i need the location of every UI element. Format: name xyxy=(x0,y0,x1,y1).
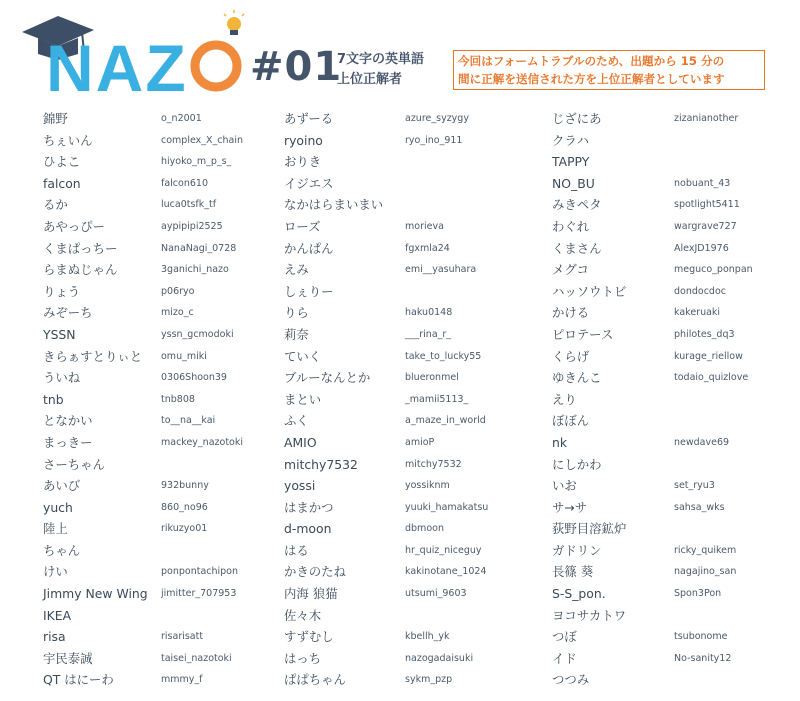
notice-box xyxy=(453,50,765,90)
winner-handle: mackey_nazotoki xyxy=(161,436,243,448)
winner-handle: kakinotane_1024 xyxy=(405,566,487,578)
winner-handle: rikuzyo01 xyxy=(161,523,208,535)
winner-handle: 860_no96 xyxy=(161,501,208,513)
winner-name: きらぁすとりぃと xyxy=(43,348,143,364)
winner-name: さーちゃん xyxy=(43,456,105,472)
winner-name: ブルーなんとか xyxy=(284,370,371,386)
winner-handle: kbellh_yk xyxy=(405,631,450,643)
subtitle-line-1: 7文字の英単語 xyxy=(337,52,425,67)
winner-name: ヨコサカトワ xyxy=(552,607,627,623)
winner-name: nk xyxy=(552,434,568,450)
winner-name: yuch xyxy=(43,499,73,515)
winner-handle: o_n2001 xyxy=(161,113,202,124)
winner-name: d-moon xyxy=(284,521,332,537)
winner-handle: NanaNagi_0728 xyxy=(161,242,237,254)
winner-name: じざにあ xyxy=(552,111,602,126)
winner-name: えり xyxy=(552,391,577,407)
winner-handle: risarisatt xyxy=(161,631,204,643)
winner-name: イジエス xyxy=(284,175,334,191)
winner-handle: philotes_dq3 xyxy=(674,328,735,340)
winner-name: なかはらまいまい xyxy=(284,197,384,213)
winner-name: くらげ xyxy=(552,348,590,364)
winner-handle: take_to_lucky55 xyxy=(405,350,482,362)
winner-name: クラハ xyxy=(552,132,590,148)
winner-name: くまぱっちー xyxy=(43,240,118,256)
winner-handle: kurage_riellow xyxy=(674,350,743,362)
winner-handle: dondocdoc xyxy=(674,285,726,297)
winner-name: ういね xyxy=(43,370,81,386)
winner-name: まっきー xyxy=(43,434,93,450)
winner-handle: todaio_quizlove xyxy=(674,372,749,384)
winner-handle: AlexJD1976 xyxy=(674,242,729,254)
winner-name: かんぱん xyxy=(284,240,334,256)
winner-handle: a_maze_in_world xyxy=(405,415,486,427)
winner-handle: mizo_c xyxy=(161,307,194,319)
winner-name: ていく xyxy=(284,348,322,364)
issue-number: #01 xyxy=(250,44,343,90)
winner-name: しぇりー xyxy=(284,283,334,299)
winner-name: りら xyxy=(284,305,309,321)
subtitle-line-2: 上位正解者 xyxy=(337,72,403,87)
winner-name: るか xyxy=(43,197,68,213)
winner-handle: yossiknm xyxy=(405,480,450,492)
winner-name: TAPPY xyxy=(552,154,590,170)
winner-name: ローズ xyxy=(284,218,321,234)
winner-name: らまぬじゃん xyxy=(43,262,118,278)
nazo-logo xyxy=(20,8,250,96)
winner-handle: 932bunny xyxy=(161,480,209,492)
winner-handle: kakeruaki xyxy=(674,307,721,319)
winner-name: まとい xyxy=(284,391,322,407)
winner-handle: utsumi_9603 xyxy=(405,588,467,600)
winner-handle: fgxmla24 xyxy=(405,242,450,254)
winner-name: 莉奈 xyxy=(284,326,309,342)
winner-handle: complex_X_chain xyxy=(161,134,243,146)
winner-handle: mitchy7532 xyxy=(405,458,462,470)
winner-name: ぼぼん xyxy=(552,413,590,429)
winner-handle: 3ganichi_nazo xyxy=(161,264,229,276)
winner-handle: sahsa_wks xyxy=(674,501,725,513)
winner-handle: ryo_ino_911 xyxy=(405,134,463,146)
subtitle xyxy=(337,50,424,90)
winner-handle: nagajino_san xyxy=(674,566,737,578)
winner-name: NO_BU xyxy=(552,175,595,191)
winner-name: 錦野 xyxy=(43,111,68,126)
winner-handle: ricky_quikem xyxy=(674,544,737,556)
winner-name: メグコ xyxy=(552,262,589,278)
winner-name: 宇民泰誠 xyxy=(43,650,93,666)
winner-handle: dbmoon xyxy=(405,523,444,535)
winner-handle: amioP xyxy=(405,436,435,448)
winner-handle: morieva xyxy=(405,220,444,232)
winner-name: yossi xyxy=(284,478,316,494)
winner-handle: No-sanity12 xyxy=(674,652,732,664)
winner-handle: jimitter_707953 xyxy=(161,588,237,600)
winner-name: falcon xyxy=(43,175,81,191)
winner-name: みぞーち xyxy=(43,305,93,321)
winner-handle: wargrave727 xyxy=(674,220,737,232)
header xyxy=(0,0,800,100)
winner-name: にしかわ xyxy=(552,456,602,472)
winner-name: 陸上 xyxy=(43,521,68,537)
winner-name: えみ xyxy=(284,262,309,278)
winner-handle: newdave69 xyxy=(674,436,730,448)
winner-name: ゆきんこ xyxy=(552,370,602,386)
winner-name: わぐれ xyxy=(552,218,590,234)
winner-handle: mmmy_f xyxy=(161,674,203,686)
winner-name: かきのたね xyxy=(284,564,346,580)
winner-name: イド xyxy=(552,650,577,666)
winner-name: いお xyxy=(552,478,577,494)
winner-name: IKEA xyxy=(43,607,72,623)
svg-text:NAZ: NAZ xyxy=(46,31,188,96)
winner-handle: Spon3Pon xyxy=(674,588,722,600)
winner-handle: to__na__kai xyxy=(161,415,216,427)
winner-name: おりき xyxy=(284,154,322,170)
winner-handle: tsubonome xyxy=(674,631,728,643)
winner-handle: tnb808 xyxy=(161,393,195,405)
winner-name: あやっぴー xyxy=(43,218,105,234)
winner-name: けい xyxy=(43,564,68,580)
logo-wordmark xyxy=(20,8,250,96)
winner-name: となかい xyxy=(43,413,93,429)
winner-handle: spotlight5411 xyxy=(674,199,740,211)
winner-name: tnb xyxy=(43,391,64,407)
winner-name: あいび xyxy=(43,478,81,494)
winner-handle: blueronmel xyxy=(405,372,459,384)
winner-name: ひよこ xyxy=(43,154,81,170)
winner-handle: falcon610 xyxy=(161,177,208,189)
winner-name: ふく xyxy=(284,413,309,429)
winner-handle: haku0148 xyxy=(405,307,453,319)
winner-name: はまかつ xyxy=(284,499,334,515)
winner-name: S-S_pon. xyxy=(552,586,606,602)
winner-name: 荻野目溶鉱炉 xyxy=(552,521,627,537)
winner-handle: ponpontachipon xyxy=(161,566,239,578)
winner-handle: yssn_gcmodoki xyxy=(161,328,234,340)
winner-name: AMIO xyxy=(284,434,317,450)
winner-handle: _mamii5113_ xyxy=(405,393,469,405)
winner-name: YSSN xyxy=(43,326,76,342)
winner-name: Jimmy New Wing xyxy=(43,586,148,602)
winner-name: かける xyxy=(552,305,590,321)
winner-name: risa xyxy=(43,629,66,645)
winner-name: つつみ xyxy=(552,672,590,688)
winner-name: QT はにーわ xyxy=(43,672,114,688)
winner-handle: omu_miki xyxy=(161,350,207,362)
winner-handle: sykm_pzp xyxy=(405,674,453,686)
winner-handle: set_ryu3 xyxy=(674,480,715,492)
winner-name: mitchy7532 xyxy=(284,456,358,472)
winner-name: はっち xyxy=(284,650,322,666)
winner-name: ぱぱちゃん xyxy=(284,672,346,688)
notice-line-1: 今回はフォームトラブルのため、出題から 15 分の xyxy=(458,54,725,68)
winner-name: 内海 狼猫 xyxy=(284,586,338,602)
winner-name: くまさん xyxy=(552,240,602,256)
winner-handle: emi__yasuhara xyxy=(405,264,477,276)
winner-name: ちぇいん xyxy=(43,132,93,148)
notice-line-2: 間に正解を送信された方を上位正解者としています xyxy=(458,72,725,86)
winner-handle: azure_syzygy xyxy=(405,113,469,124)
winner-name: すずむし xyxy=(284,629,334,645)
winner-name: みきペタ xyxy=(552,197,602,213)
winner-name: ハッソウトビ xyxy=(552,283,627,299)
winner-name: あずーる xyxy=(284,111,334,126)
winner-handle: nobuant_43 xyxy=(674,177,731,189)
winner-handle: yuuki_hamakatsu xyxy=(405,501,489,513)
winner-handle: nazogadaisuki xyxy=(405,652,474,664)
winner-handle: 0306Shoon39 xyxy=(161,372,227,384)
winner-name: ガドリン xyxy=(552,542,602,558)
winner-name: 長篠 葵 xyxy=(552,564,594,580)
winner-handle: aypipipi2525 xyxy=(161,220,223,232)
winner-name: ちゃん xyxy=(43,542,81,558)
winner-name: りょう xyxy=(43,283,81,299)
winner-name: 佐々木 xyxy=(284,607,322,623)
winner-name: ryoino xyxy=(284,132,323,148)
winner-handle: meguco_ponpan xyxy=(674,264,753,276)
winner-handle: ___rina_r_ xyxy=(405,328,452,340)
winner-handle: hiyoko_m_p_s_ xyxy=(161,156,232,168)
winner-name: はる xyxy=(284,542,309,558)
winner-name: ピロテース xyxy=(552,326,614,342)
winner-name: つぼ xyxy=(552,629,577,645)
winner-handle: taisei_nazotoki xyxy=(161,652,232,664)
winner-handle: hr_quiz_niceguy xyxy=(405,544,482,556)
winner-handle: zizanianother xyxy=(674,113,739,124)
winner-name: サ→サ xyxy=(552,499,588,515)
winner-handle: p06ryo xyxy=(161,285,195,297)
winner-handle: luca0tsfk_tf xyxy=(161,199,217,211)
